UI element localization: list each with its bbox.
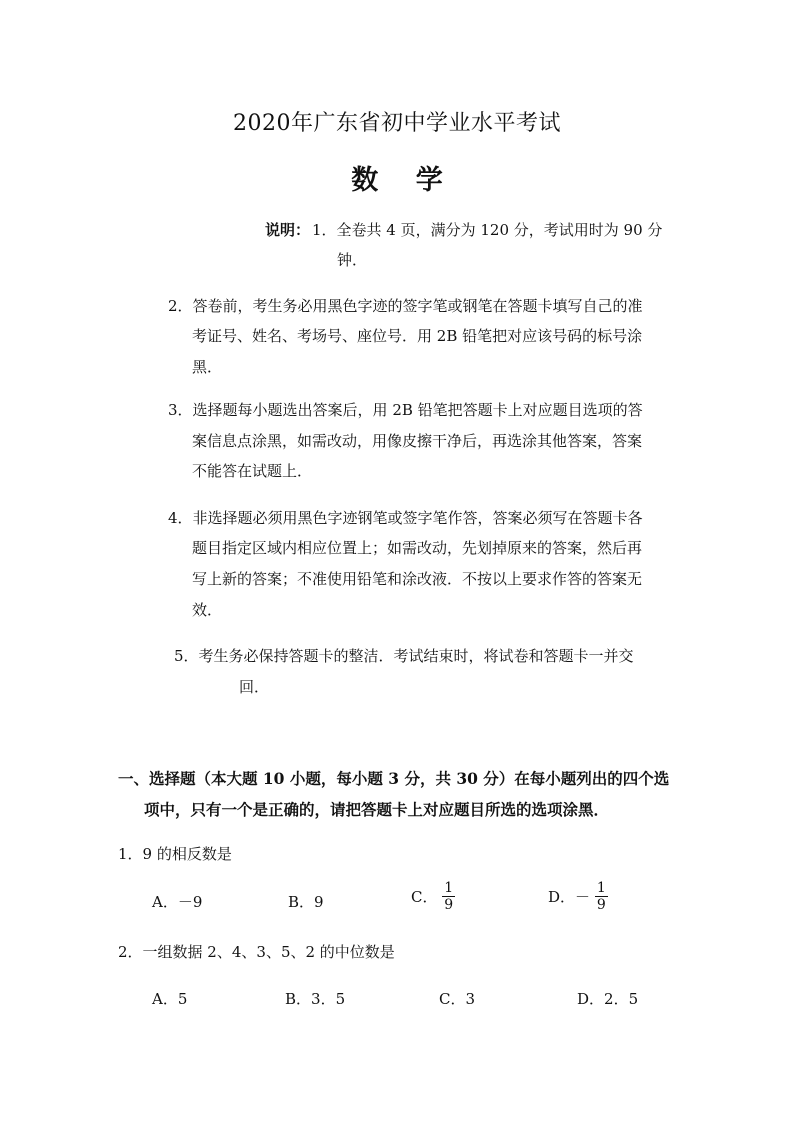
question-2-option-b: B．3．5 bbox=[285, 990, 346, 1008]
section-1-heading-line-1: 一、选择题（本大题 10 小题，每小题 3 分，共 30 分）在每小题列出的四个选 bbox=[118, 769, 670, 788]
note-3-line-3: 不能答在试题上． bbox=[192, 462, 313, 480]
note-2-line-1: 2．答卷前，考生务必用黑色字迹的签字笔或钢笔在答题卡填写自己的准 bbox=[168, 297, 643, 315]
note-1-line-2: 钟． bbox=[337, 251, 368, 269]
note-3-line-1: 3．选择题每小题选出答案后，用 2B 铅笔把答题卡上对应题目选项的答 bbox=[168, 401, 643, 419]
note-3-line-2: 案信息点涂黑，如需改动，用像皮擦干净后，再选涂其他答案，答案 bbox=[192, 432, 643, 450]
option-c-label: C． bbox=[411, 888, 438, 906]
note-1-line-1: 1．全卷共 4 页，满分为 120 分，考试用时为 90 分 bbox=[312, 221, 663, 239]
fraction-denominator: 9 bbox=[596, 897, 606, 913]
note-4-line-4: 效． bbox=[192, 601, 223, 619]
question-2-option-a: A．5 bbox=[152, 990, 188, 1008]
option-d-label: D．－ bbox=[548, 888, 591, 906]
note-2-line-2: 考证号、姓名、考场号、座位号．用 2B 铅笔把对应该号码的标号涂 bbox=[192, 327, 643, 345]
question-2-option-c: C．3 bbox=[439, 990, 476, 1008]
question-1-option-d bbox=[548, 880, 608, 913]
fraction-numerator: 1 bbox=[596, 880, 606, 896]
note-2-line-3: 黑． bbox=[192, 358, 223, 376]
subject-title: 数 学 bbox=[351, 165, 457, 196]
question-2-option-d: D．2．5 bbox=[577, 990, 639, 1008]
question-2-stem: 2．一组数据 2、4、3、5、2 的中位数是 bbox=[118, 943, 395, 961]
question-1-option-b: B．9 bbox=[288, 893, 324, 911]
fraction-one-ninth bbox=[595, 880, 608, 913]
section-1-heading-line-2: 项中，只有一个是正确的，请把答题卡上对应题目所选的选项涂黑． bbox=[144, 800, 610, 819]
question-1-stem: 1．9 的相反数是 bbox=[118, 845, 232, 863]
note-4-line-3: 写上新的答案；不准使用铅笔和涂改液．不按以上要求作答的答案无 bbox=[192, 570, 643, 588]
question-1-option-c bbox=[411, 880, 455, 913]
question-1-option-a: A．－9 bbox=[152, 893, 203, 911]
exam-title: 2020年广东省初中学业水平考试 bbox=[233, 111, 561, 136]
note-4-line-1: 4．非选择题必须用黑色字迹钢笔或签字笔作答，答案必须写在答题卡各 bbox=[168, 509, 643, 527]
note-5-line-1: 5．考生务必保持答题卡的整洁．考试结束时，将试卷和答题卡一并交 bbox=[174, 647, 634, 665]
fraction-denominator: 9 bbox=[444, 897, 454, 913]
notes-label: 说明： bbox=[265, 221, 311, 239]
note-5-line-2: 回． bbox=[239, 678, 270, 696]
note-4-line-2: 题目指定区域内相应位置上；如需改动，先划掉原来的答案，然后再 bbox=[192, 539, 643, 557]
fraction-one-ninth bbox=[442, 880, 455, 913]
fraction-numerator: 1 bbox=[444, 880, 454, 896]
